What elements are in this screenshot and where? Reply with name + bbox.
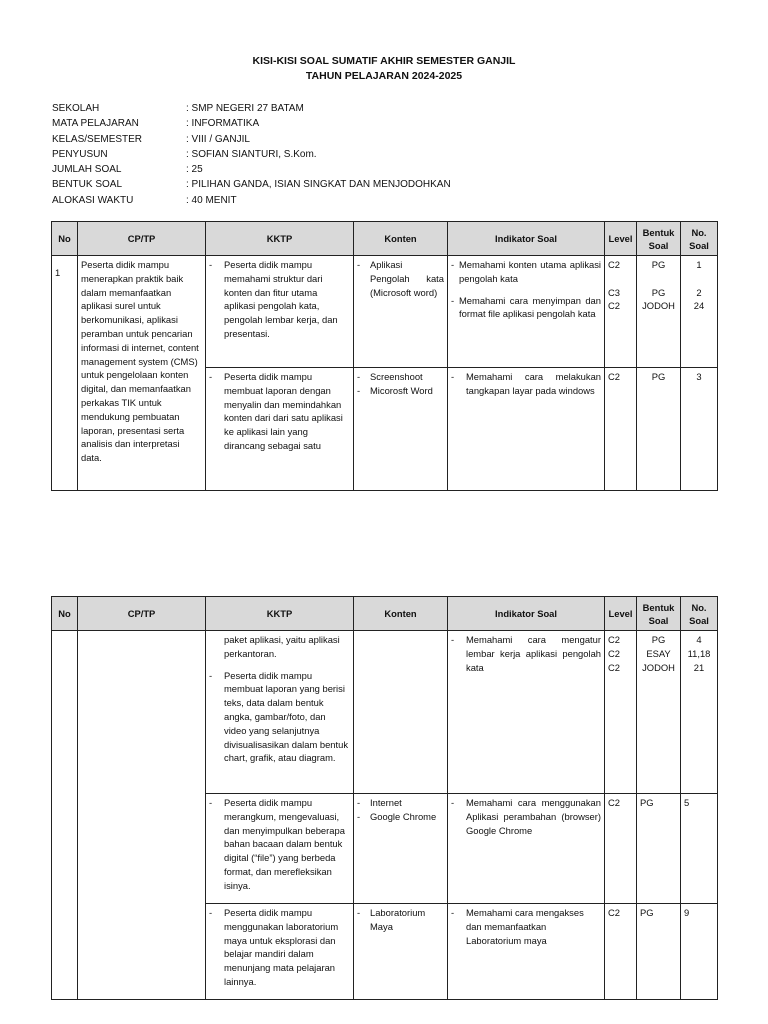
info-row: [52, 177, 451, 192]
cp-cell: Peserta didik mampu menerapkan praktik baik dalam memanfaatkan aplikasi surel untuk berkomunikasi, aplikasi peramban untuk pencarian informasi di internet, content management system (CMS) untuk pengelolaan konten digital, dan memanfaatkan perkakas TIK untuk mendukung pembuatan laporan, presentasi serta analisis dan interpretasi data.: [78, 256, 206, 491]
table-header-row: [52, 222, 718, 256]
indikator-cell: - Memahami cara mengatur lembar kerja aplikasi pengolah kata: [448, 631, 605, 794]
info-label: SEKOLAH: [52, 103, 100, 114]
konten-item: Screenshoot: [370, 371, 423, 382]
konten-item: Micorosft Word: [370, 384, 433, 396]
indikator-cell: - Memahami cara mengakses dan memanfaatkan Laboratorium maya: [448, 904, 605, 1000]
table-row: [52, 631, 718, 794]
col-header-konten: Konten: [354, 597, 448, 631]
kktp-text: paket aplikasi, yaitu aplikasi perkantoran.: [224, 634, 340, 659]
col-header-indikator: Indikator Soal: [448, 222, 605, 256]
kktp-text: Peserta didik mampu memahami struktur dari konten dan fitur utama aplikasi pengolah kata, pengolah lembar kerja, dan presentasi.: [224, 259, 338, 339]
info-label: KELAS/SEMESTER: [52, 133, 143, 145]
level-cell: C2 C3 C2: [605, 256, 637, 368]
indikator-item: Memahami cara menggunakan Aplikasi perambahan (browser) Google Chrome: [466, 797, 601, 836]
level-cell: C2 C2 C2: [605, 631, 637, 794]
kktp-cell: paket aplikasi, yaitu aplikasi perkantoran. - Peserta didik mampu membuat laporan yang berisi teks, data dalam bentuk angka, gambar/foto, dan video yang selanjutnya divisualisasikan dalam bentuk chart, grafik, atau diagram.: [206, 631, 354, 794]
konten-item: Laboratorium Maya: [370, 907, 426, 932]
document-subtitle: TAHUN PELAJARAN 2024-2025: [305, 70, 463, 82]
col-header-no: No: [52, 597, 78, 631]
col-header-level: Level: [605, 222, 637, 256]
indikator-cell: - Memahami konten utama aplikasi pengolah kata - Memahami cara menyimpan dan format file aplikasi pengolah kata: [448, 256, 605, 368]
info-row: [52, 132, 451, 147]
info-label: ALOKASI WAKTU: [52, 194, 134, 206]
kktp-text: Peserta didik mampu membuat laporan dengan menyalin dan memindahkan konten dari dari satu aplikasi ke aplikasi lain yang dirancang sebagai satu: [224, 371, 343, 451]
bentuk-cell: PG ESAY JODOH: [637, 631, 681, 794]
nosoal-cell: 9: [681, 904, 718, 1000]
indikator-cell: - Memahami cara melakukan tangkapan layar pada windows: [448, 368, 605, 491]
kisi-kisi-table-1: [51, 221, 718, 491]
col-header-bentuk: Bentuk Soal: [637, 597, 681, 631]
kktp-cell: - Peserta didik mampu menggunakan laboratorium maya untuk eksplorasi dan belajar mandiri dalam menunjang mata pelajaran lainnya.: [206, 904, 354, 1000]
info-label: PENYUSUN: [52, 148, 108, 160]
col-header-konten: Konten: [354, 222, 448, 256]
info-row: [52, 193, 451, 208]
indikator-cell: - Memahami cara menggunakan Aplikasi perambahan (browser) Google Chrome: [448, 794, 605, 904]
col-header-level: Level: [605, 597, 637, 631]
konten-cell: - Laboratorium Maya: [354, 904, 448, 1000]
document-title: KISI-KISI SOAL SUMATIF AKHIR SEMESTER GANJIL: [252, 55, 516, 67]
col-header-kktp: KKTP: [206, 222, 354, 256]
info-row: [52, 162, 451, 177]
nosoal-cell: 5: [681, 794, 718, 904]
konten-cell: - Aplikasi Pengolah kata (Microsoft word): [354, 256, 448, 368]
info-label: BENTUK SOAL: [52, 179, 123, 191]
kktp-text: Peserta didik mampu membuat laporan yang berisi teks, data dalam bentuk angka, gambar/foto, dan video yang selanjutnya divisualisasikan dalam bentuk chart, grafik, atau diagram.: [224, 669, 349, 764]
info-value: : PILIHAN GANDA, ISIAN SINGKAT DAN MENJODOHKAN: [186, 179, 451, 191]
col-header-indikator: Indikator Soal: [448, 597, 605, 631]
info-row: [52, 116, 451, 131]
info-value: : VIII / GANJIL: [186, 133, 250, 145]
nosoal-cell: 1 2 24: [681, 256, 718, 368]
table-row: [52, 256, 718, 368]
col-header-bentuk: Bentuk Soal: [637, 222, 681, 256]
identity-block: [52, 101, 451, 208]
info-label: JUMLAH SOAL: [52, 164, 122, 176]
col-header-nosoal: No. Soal: [681, 597, 718, 631]
kktp-cell: - Peserta didik mampu membuat laporan dengan menyalin dan memindahkan konten dari dari satu aplikasi ke aplikasi lain yang dirancang sebagai satu: [206, 368, 354, 491]
cp-cell: [78, 631, 206, 1000]
table-header-row: [52, 597, 718, 631]
indikator-item: Memahami cara melakukan tangkapan layar pada windows: [466, 371, 601, 396]
info-value: : 40 MENIT: [186, 194, 237, 206]
kisi-kisi-table-2: [51, 596, 718, 1000]
indikator-item: Memahami cara mengatur lembar kerja aplikasi pengolah kata: [466, 634, 601, 673]
info-label: MATA PELAJARAN: [52, 118, 139, 130]
kktp-cell: - Peserta didik mampu merangkum, mengevaluasi, dan menyimpulkan beberapa bahan bacaan dalam bentuk digital (“file”) yang berbeda format, dan merefleksikan isinya.: [206, 794, 354, 904]
konten-cell: - Screenshoot - Micorosft Word: [354, 368, 448, 491]
nosoal-cell: 3: [681, 368, 718, 491]
bentuk-cell: PG: [637, 794, 681, 904]
row-number: [52, 631, 78, 1000]
nosoal-cell: 4 11,18 21: [681, 631, 718, 794]
kktp-cell: - Peserta didik mampu memahami struktur dari konten dan fitur utama aplikasi pengolah kata, pengolah lembar kerja, dan presentasi.: [206, 256, 354, 368]
indikator-item: Memahami konten utama aplikasi pengolah kata: [459, 259, 601, 284]
konten-cell: [354, 631, 448, 794]
info-value: : 25: [186, 164, 203, 176]
info-row: [52, 101, 451, 116]
indikator-item: Memahami cara mengakses dan memanfaatkan Laboratorium maya: [466, 907, 584, 946]
level-cell: C2: [605, 794, 637, 904]
kktp-text: Peserta didik mampu merangkum, mengevaluasi, dan menyimpulkan beberapa bahan bacaan dalam bentuk digital (“file”) yang berbeda format, dan merefleksikan isinya.: [224, 797, 345, 891]
info-value: : INFORMATIKA: [186, 118, 260, 130]
indikator-item: Memahami cara menyimpan dan format file aplikasi pengolah kata: [459, 294, 601, 320]
bentuk-cell: PG: [637, 904, 681, 1000]
col-header-nosoal: No. Soal: [681, 222, 718, 256]
konten-item: Aplikasi Pengolah kata (Microsoft word): [370, 259, 444, 298]
col-header-cp: CP/TP: [78, 222, 206, 256]
kktp-text: Peserta didik mampu menggunakan laboratorium maya untuk eksplorasi dan belajar mandiri dalam menunjang mata pelajaran lainnya.: [224, 907, 339, 987]
info-value: : SMP NEGERI 27 BATAM: [186, 103, 304, 114]
col-header-no: No: [52, 222, 78, 256]
konten-item: Internet: [370, 797, 402, 808]
info-row: [52, 147, 451, 162]
konten-cell: - Internet - Google Chrome: [354, 794, 448, 904]
level-cell: C2: [605, 368, 637, 491]
row-number: 1: [52, 256, 78, 491]
level-cell: C2: [605, 904, 637, 1000]
col-header-cp: CP/TP: [78, 597, 206, 631]
col-header-kktp: KKTP: [206, 597, 354, 631]
info-value: : SOFIAN SIANTURI, S.Kom.: [186, 148, 317, 160]
bentuk-cell: PG: [637, 368, 681, 491]
bentuk-cell: PG PG JODOH: [637, 256, 681, 368]
konten-item: Google Chrome: [370, 810, 437, 822]
